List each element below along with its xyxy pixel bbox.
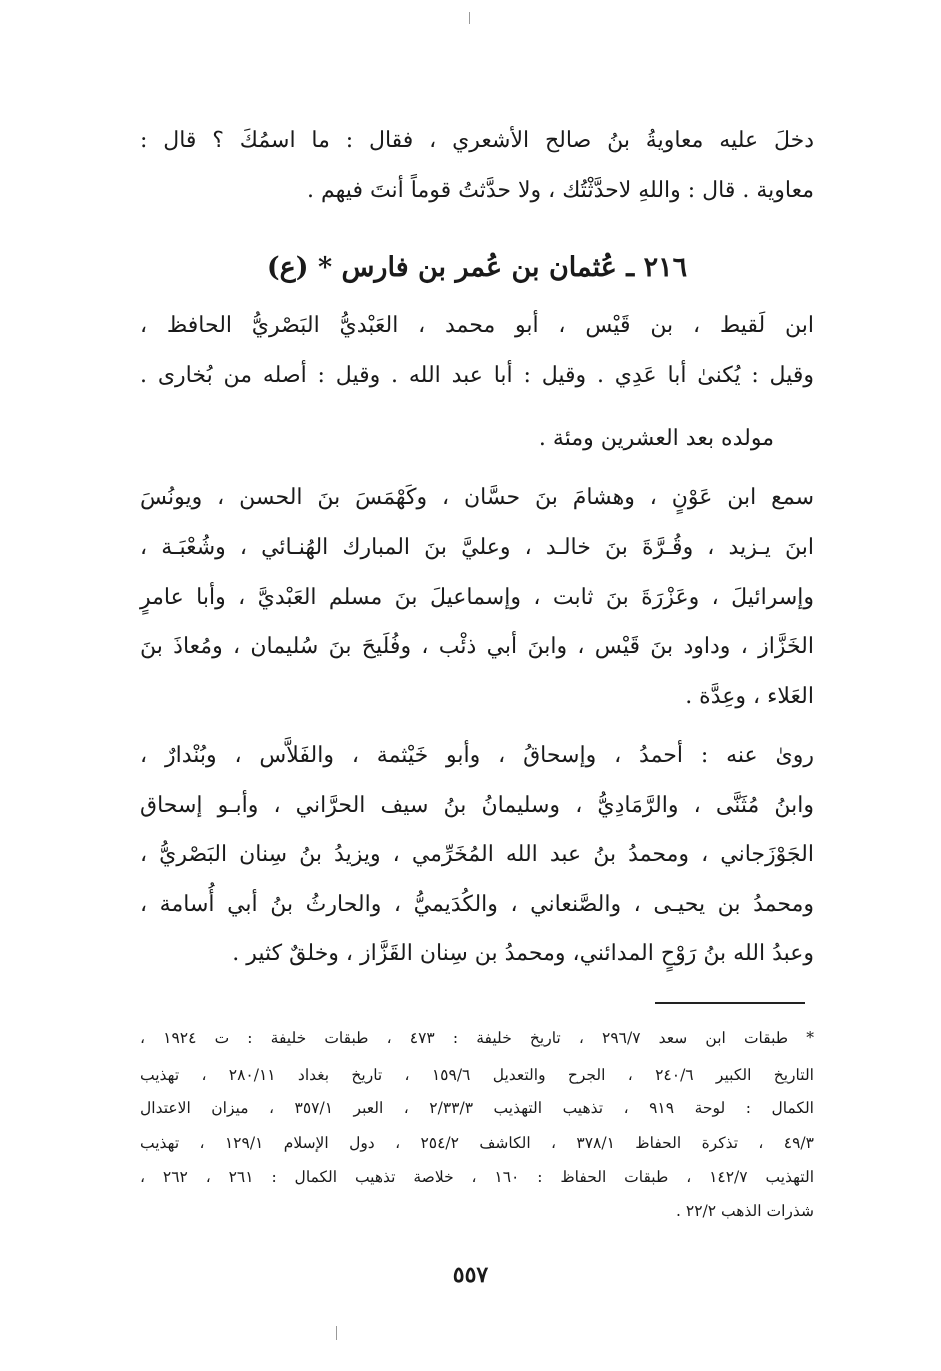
scan-speck <box>469 12 470 24</box>
text-line: وابنُ مُثَنَّى ، والرَّمَادِيُّ ، وسليمانُ بنُ سيف الحرَّاني ، وأبـو إسحاق <box>140 793 814 818</box>
text-line: وعبدُ الله بنُ رَوْحٍ المدائني، ومحمدُ بن سِنان القَزَّاز ، وخلقٌ كثير . <box>232 941 814 966</box>
footnote-line: التاريخ الكبير ٢٤٠/٦ ، الجرح والتعديل ١٥٩/٦ ، تاريخ بغداد ٢٨٠/١١ ، تهذيب <box>140 1066 814 1084</box>
text-line: وإسرائيلَ ، وعَزْرَةَ بنَ ثابت ، وإسماعيلَ بنَ مسلم العَبْديَّ ، وأبا عامرٍ <box>140 585 814 610</box>
page-number: ٥٥٧ <box>452 1262 489 1288</box>
text-line: الخَزَّاز ، وداود بنَ قَيْس ، وابنَ أبي ذئْب ، وفُلَيحَ بنَ سُليمان ، ومُعاذَ بنَ <box>140 634 814 659</box>
text-line: ابن لَقيط ، بن قَيْس ، أبو محمد ، العَبْديُّ البَصْريُّ الحافظ ، <box>140 313 814 338</box>
footnote-separator <box>655 1002 805 1004</box>
text-line: العَلاء ، وعِدَّة . <box>685 684 814 709</box>
text-line: روىٰ عنه : أحمدُ ، وإسحاقُ ، وأبو خَيْثمة ، والفَلاَّس ، وبُنْدارٌ ، <box>140 743 814 768</box>
text-line: دخلَ عليه معاويةُ بنُ صالح الأشعري ، فقال : ما اسمُكَ ؟ قال : <box>140 128 814 153</box>
footnote-line: التهذيب ١٤٢/٧ ، طبقات الحفاظ : ١٦٠ ، خلاصة تذهيب الكمال : ٢٦١ ، ٢٦٢ ، <box>140 1168 814 1186</box>
text-line: ومحمدُ بن يحيـى ، والصَّنعاني ، والكُدَيميُّ ، والحارثُ بنُ أبي أُسامة ، <box>140 892 814 917</box>
footnote-line: شذرات الذهب ٢٢/٢ . <box>676 1202 814 1220</box>
text-line: الجَوْزَجاني ، ومحمدُ بنُ عبد الله المُخَرِّمي ، ويزيدُ بنُ سِنان البَصْريُّ ، <box>140 842 814 867</box>
text-line: معاوية . قال : واللهِ لاحدَّثْتُك ، ولا حدَّثتُ قوماً أنتَ فيهم . <box>307 178 814 203</box>
footnote-line: الكمال : لوحة ٩١٩ ، تذهيب التهذيب ٢/٣٣/٣ ، العبر ٣٥٧/١ ، ميزان الاعتدال <box>140 1099 814 1117</box>
text-line: مولده بعد العشرين ومئة . <box>538 426 774 451</box>
text-line: وقيل : يُكنىٰ أبا عَدِي . وقيل : أبا عبد الله . وقيل : أصله من بُخارى . <box>140 363 814 388</box>
entry-heading: ٢١٦ ـ عُثمان بن عُمر بن فارس * (ع) <box>266 252 688 283</box>
text-line: ابنَ يـزيد ، وقُـرَّةَ بنَ خالـد ، وعليَّ بنَ المبارك الهُنـائي ، وشُعْبَـة ، <box>140 535 814 560</box>
scan-speck <box>336 1326 337 1340</box>
footnote-line: * طبقات ابن سعد ٢٩٦/٧ ، تاريخ خليفة : ٤٧٣ ، طبقات خليفة : ت ١٩٢٤ ، <box>140 1029 815 1047</box>
text-line: سمع ابن عَوْنٍ ، وهشامَ بنَ حسَّان ، وكَهْمَسَ بنَ الحسن ، ويونُسَ <box>140 485 814 510</box>
footnote-line: ٤٩/٣ ، تذكرة الحفاظ ٣٧٨/١ ، الكاشف ٢٥٤/٢ ، دول الإسلام ١٢٩/١ ، تهذيب <box>140 1134 814 1152</box>
